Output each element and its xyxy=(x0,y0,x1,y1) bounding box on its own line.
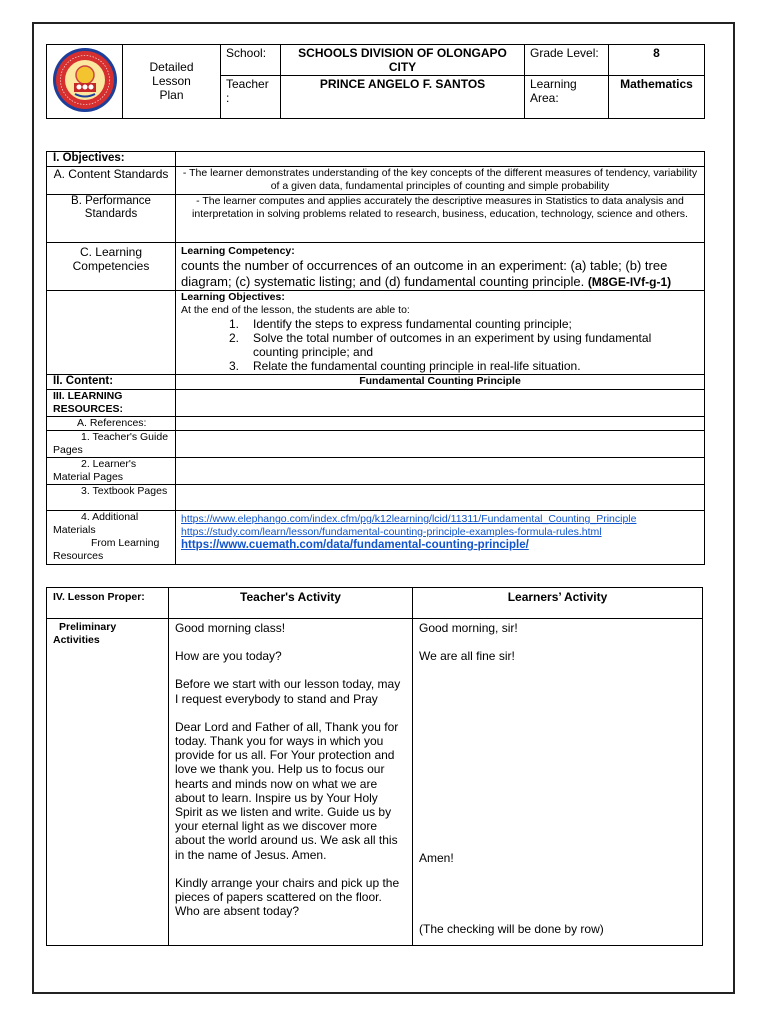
list-item xyxy=(229,317,699,331)
content-value: Fundamental Counting Principle xyxy=(176,375,705,390)
lo-text: Identify the steps to express fundamental counting principle; xyxy=(253,317,572,331)
learner-activity-heading: Learners’ Activity xyxy=(413,588,703,619)
teacher-label: Teacher : xyxy=(221,76,281,119)
objectives-table xyxy=(46,151,705,565)
competency-text xyxy=(181,258,699,290)
lo-num: 2. xyxy=(229,331,240,345)
additional-materials-line2: From Learning Resources xyxy=(53,537,160,562)
teacher-how-are-you: How are you today? xyxy=(175,649,282,664)
content-standards-text: - The learner demonstrates understanding of the key concepts of the different measures of tendency, variability of a given data, fundamental principles of counting and simple probability xyxy=(176,167,705,195)
learner-amen: Amen! xyxy=(419,851,454,865)
deped-seal xyxy=(47,45,123,119)
learning-competencies-label: C. Learning Competencies xyxy=(47,243,176,291)
deped-seal-icon xyxy=(52,47,118,113)
elephango-link[interactable]: https://www.elephango.com/index.cfm/pg/k12learning/lcid/11311/Fundamental_Counting_Principle xyxy=(181,513,637,525)
lo-text: Relate the fundamental counting principle in real-life situation. xyxy=(253,359,581,373)
preliminary-activities-label xyxy=(47,619,169,946)
lesson-proper-heading: IV. Lesson Proper: xyxy=(47,588,169,619)
area-value: Mathematics xyxy=(609,76,705,119)
list-item xyxy=(229,359,699,373)
competency-body: counts the number of occurrences of an outcome in an experiment: (a) table; (b) tree diagram; (c) systematic listing; and (d) fundamental counting principle. xyxy=(181,258,668,289)
learners-material-label: 2. Learner's Material Pages xyxy=(47,458,176,485)
teacher-prayer: Dear Lord and Father of all, Thank you for today. Thank you for ways in which you provide for us all. For Your protection and love we thank you. Help us to focus our hearts and minds now on what we are about to learn. Inspire us by Your Holy Spirit as we listen and write. Guide us by your eternal light as we discover more about the world around us. We ask all this in the name of Jesus. Amen. xyxy=(175,719,399,862)
teacher-value: PRINCE ANGELO F. SANTOS xyxy=(281,76,525,119)
content-heading: II. Content: xyxy=(47,375,176,390)
competency-code: (M8GE-IVf-g-1) xyxy=(587,275,672,289)
additional-materials-label xyxy=(47,511,176,565)
lo-num: 1. xyxy=(229,317,240,331)
lesson-plan-title xyxy=(123,45,221,119)
textbook-label: 3. Textbook Pages xyxy=(47,485,176,511)
learning-objectives-cell xyxy=(176,291,705,375)
content-standards-label: A. Content Standards xyxy=(47,167,176,195)
teacher-greeting: Good morning class! xyxy=(175,621,286,635)
performance-standards-label: B. Performance Standards xyxy=(47,195,176,243)
lo-heading: Learning Objectives: xyxy=(181,291,285,303)
grade-label: Grade Level: xyxy=(525,45,609,76)
teacher-activity-cell xyxy=(169,619,413,946)
preliminary-activities-text: Preliminary Activities xyxy=(53,621,117,646)
teacher-prayer-request: Before we start with our lesson today, may I request everybody to stand and Pray xyxy=(175,677,401,706)
competency-heading: Learning Competency: xyxy=(181,245,295,257)
school-label: School: xyxy=(221,45,281,76)
learner-checking: (The checking will be done by row) xyxy=(419,922,604,936)
learning-competency-cell xyxy=(176,243,705,291)
teacher-activity-heading: Teacher's Activity xyxy=(169,588,413,619)
learner-activity-cell xyxy=(413,619,703,946)
study-com-link[interactable]: https://study.com/learn/lesson/fundamental-counting-principle-examples-formula-rules.html xyxy=(181,526,602,538)
school-value: SCHOOLS DIVISION OF OLONGAPO CITY xyxy=(281,45,525,76)
teachers-guide-label: 1. Teacher's Guide Pages xyxy=(47,431,176,458)
lesson-plan-title-text: Detailed Lesson Plan xyxy=(149,60,194,102)
additional-links-cell xyxy=(176,511,705,565)
teacher-arrange-chairs: Kindly arrange your chairs and pick up the pieces of papers scattered on the floor. Who are absent today? xyxy=(175,875,400,919)
learner-fine: We are all fine sir! xyxy=(419,649,515,664)
objectives-heading: I. Objectives: xyxy=(47,152,176,167)
list-item xyxy=(229,331,699,359)
additional-materials-line1: 4. Additional Materials xyxy=(53,511,139,536)
performance-standards-text: - The learner computes and applies accurately the descriptive measures in Statistics to data analysis and interpretation in solving problems related to research, business, education, technology, science and others. xyxy=(176,195,705,243)
references-label: A. References: xyxy=(47,417,176,431)
lo-list xyxy=(181,317,699,373)
lo-num: 3. xyxy=(229,359,240,373)
learner-greeting: Good morning, sir! xyxy=(419,621,518,635)
cuemath-link[interactable]: https://www.cuemath.com/data/fundamental-counting-principle/ xyxy=(181,539,529,551)
grade-value: 8 xyxy=(609,45,705,76)
resources-heading: III. LEARNING RESOURCES: xyxy=(47,390,176,417)
lo-text: Solve the total number of outcomes in an experiment by using fundamental counting principle; and xyxy=(253,331,652,359)
lo-intro: At the end of the lesson, the students are able to: xyxy=(181,304,410,316)
lesson-proper-table xyxy=(46,587,703,946)
header-table xyxy=(46,44,705,119)
area-label: Learning Area: xyxy=(525,76,609,119)
